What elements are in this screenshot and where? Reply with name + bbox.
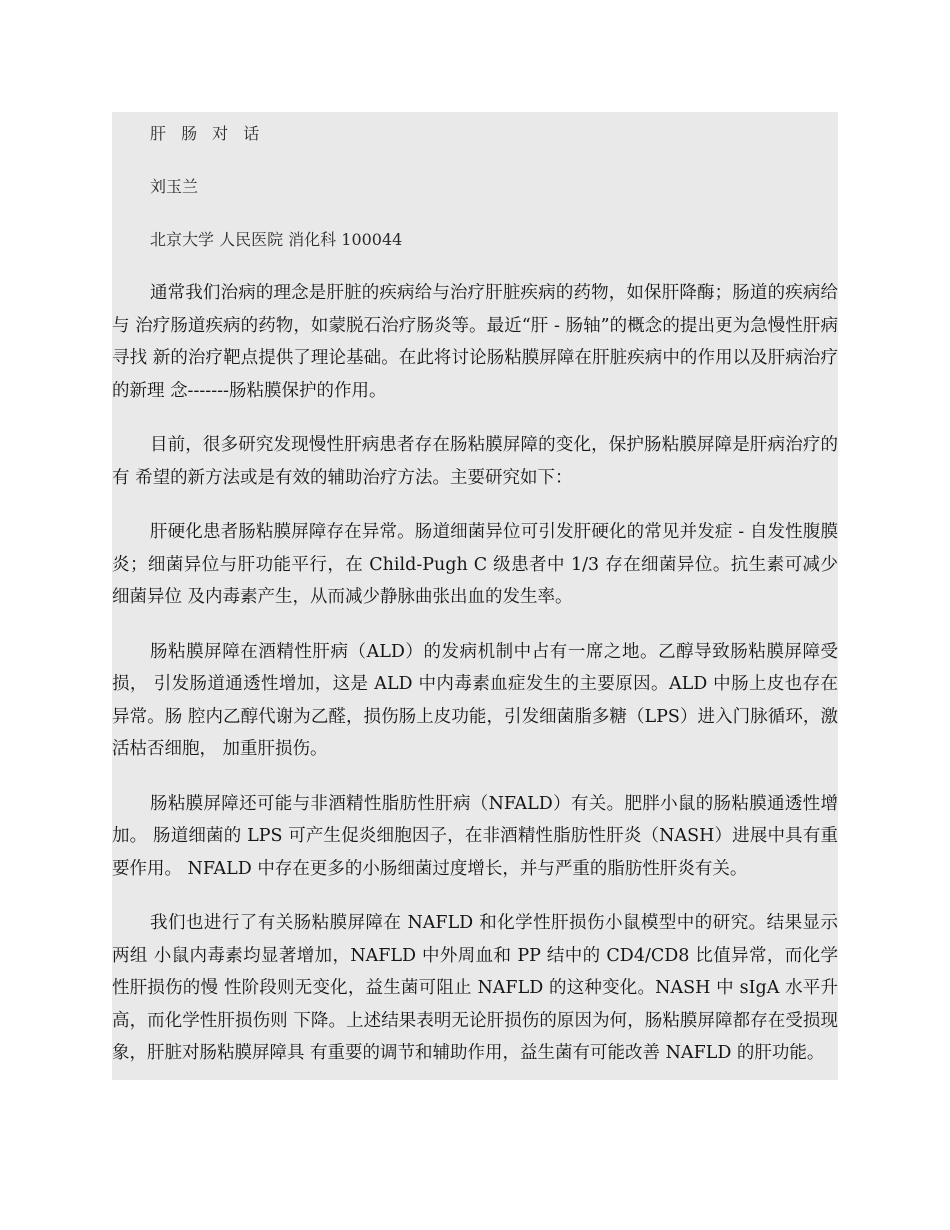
body-paragraph-4: 肠粘膜屏障在酒精性肝病（ALD）的发病机制中占有一席之地。乙醇导致肠粘膜屏障受损， 引发肠道通透性增加，这是 ALD 中内毒素血症发生的主要原因。ALD 中肠上皮也存在异常。肠 腔内乙醇代谢为乙醛，损伤肠上皮功能，引发细菌脂多糖（LPS）进入门脉循环，激活枯否细胞， 加重肝损伤。 [112,641,838,759]
body-paragraph-3: 肝硬化患者肠粘膜屏障存在异常。肠道细菌异位可引发肝硬化的常见并发症 - 自发性腹膜 炎；细菌异位与肝功能平行，在 Child-Pugh C 级患者中 1/3 存在细菌异位。抗生素可减少细菌异位 及内毒素产生，从而减少静脉曲张出血的发生率。 [112,522,838,607]
body-paragraph-2: 目前，很多研究发现慢性肝病患者存在肠粘膜屏障的变化，保护肠粘膜屏障是肝病治疗的有 希望的新方法或是有效的辅助治疗方法。主要研究如下： [112,435,838,488]
body-paragraph-5: 肠粘膜屏障还可能与非酒精性脂肪性肝病（NFALD）有关。肥胖小鼠的肠粘膜通透性增加。 肠道细菌的 LPS 可产生促炎细胞因子，在非酒精性脂肪性肝炎（NASH）进展中具有重要作用。 NFALD 中存在更多的小肠细菌过度增长，并与严重的脂肪性肝炎有关。 [112,793,838,879]
author-affiliation: 北京大学 人民医院 消化科 100044 [150,230,403,249]
body-paragraph-6: 我们也进行了有关肠粘膜屏障在 NAFLD 和化学性肝损伤小鼠模型中的研究。结果显示两组 小鼠内毒素均显著增加，NAFLD 中外周血和 PP 结中的 CD4/CD8 比值异常，而化学性肝损伤的慢 性阶段则无变化，益生菌可阻止 NAFLD 的这种变化。NASH 中 sIgA 水平升高，而化学性肝损伤则 下降。上述结果表明无论肝损伤的原因为何，肠粘膜屏障都存在受损现象，肝脏对肠粘膜屏障具 有重要的调节和辅助作用，益生菌有可能改善 NAFLD 的肝功能。 [112,913,838,1063]
author-name: 刘玉兰 [150,177,199,196]
body-paragraph-1: 通常我们治病的理念是肝脏的疾病给与治疗肝脏疾病的药物，如保肝降酶；肠道的疾病给与 治疗肠道疾病的药物，如蒙脱石治疗肠炎等。最近“肝 - 肠轴”的概念的提出更为急慢性肝病寻找 新的治疗靶点提供了理论基础。在此将讨论肠粘膜屏障在肝脏疾病中的作用以及肝病治疗的新理 念-------肠粘膜保护的作用。 [112,283,838,401]
document-title: 肝 肠 对 话 [150,124,265,143]
document-page [112,112,838,1080]
